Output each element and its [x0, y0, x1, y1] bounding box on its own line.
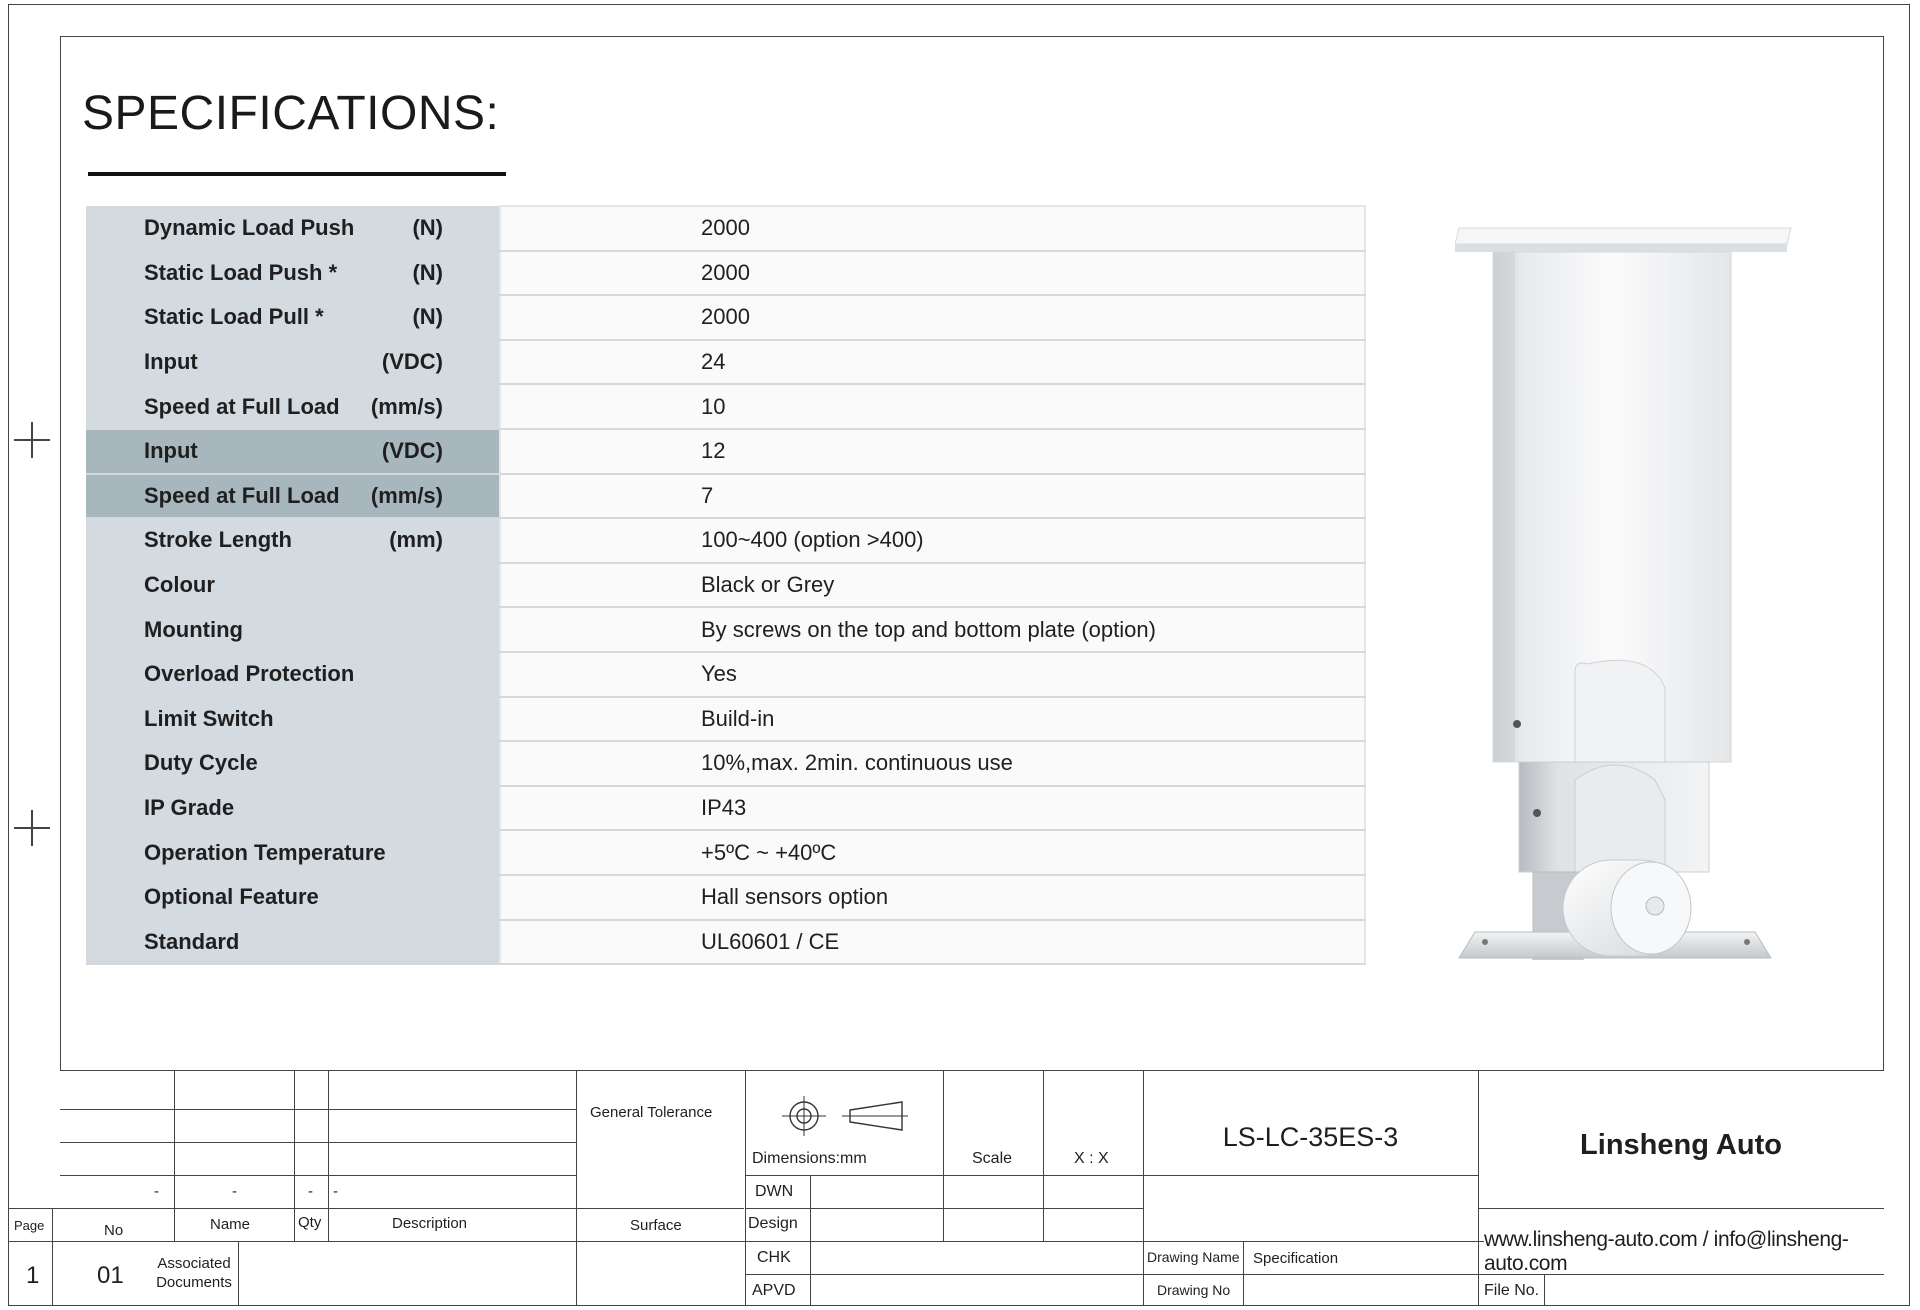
- spec-label-cell: [86, 741, 500, 786]
- spec-unit: (VDC): [381, 349, 443, 375]
- spec-value: 2000: [500, 295, 1365, 340]
- drawing-name-value: Specification: [1253, 1250, 1339, 1267]
- spec-label: Static Load Pull *: [144, 304, 324, 330]
- spec-label: Optional Feature: [144, 884, 319, 910]
- spec-label-cell: [86, 920, 500, 965]
- spec-label-cell: [86, 652, 500, 697]
- qty-label: Qty: [298, 1214, 322, 1231]
- spec-row: [86, 786, 1365, 831]
- spec-value: 12: [500, 429, 1365, 474]
- spec-label: Static Load Push *: [144, 259, 338, 285]
- spec-label: Input: [144, 438, 198, 464]
- spec-value: UL60601 / CE: [500, 920, 1365, 965]
- spec-value: IP43: [500, 786, 1365, 831]
- spec-row: [86, 697, 1365, 742]
- spec-row: [86, 741, 1365, 786]
- scale-value: X : X: [1074, 1150, 1109, 1167]
- page-title: SPECIFICATIONS:: [82, 87, 500, 140]
- spec-label-cell: [86, 429, 500, 474]
- spec-row: [86, 206, 1365, 251]
- spec-row: [86, 563, 1365, 608]
- spec-unit: (N): [412, 259, 443, 285]
- spec-value: Black or Grey: [500, 563, 1365, 608]
- dash-name: -: [232, 1183, 237, 1200]
- spec-unit: (N): [412, 304, 443, 330]
- title-underline: [88, 172, 506, 176]
- spec-label: Mounting: [144, 616, 243, 642]
- name-label: Name: [210, 1216, 251, 1233]
- scale-label: Scale: [972, 1150, 1013, 1167]
- spec-label-cell: [86, 563, 500, 608]
- spec-unit: (VDC): [381, 438, 443, 464]
- spec-value: 2000: [500, 251, 1365, 296]
- spec-value: 10%,max. 2min. continuous use: [500, 741, 1365, 786]
- company-name: Linsheng Auto: [1580, 1129, 1782, 1161]
- spec-label-cell: [86, 295, 500, 340]
- spec-value: 24: [500, 340, 1365, 385]
- spec-unit: (N): [412, 214, 443, 240]
- spec-row: [86, 875, 1365, 920]
- registration-mark-top: [14, 422, 50, 458]
- design-label: Design: [748, 1215, 798, 1232]
- file-no-label: File No.: [1484, 1282, 1540, 1299]
- spec-label: Input: [144, 349, 198, 375]
- dash-no: -: [154, 1183, 159, 1200]
- no-label: No: [104, 1222, 124, 1239]
- spec-row: [86, 429, 1365, 474]
- spec-value: 100~400 (option >400): [500, 518, 1365, 563]
- spec-label-cell: [86, 474, 500, 519]
- apvd-label: APVD: [752, 1282, 796, 1299]
- spec-label-cell: [86, 786, 500, 831]
- spec-value: Yes: [500, 652, 1365, 697]
- spec-unit: (mm/s): [370, 482, 443, 508]
- spec-label-cell: [86, 384, 500, 429]
- description-label: Description: [392, 1215, 468, 1232]
- dash-description: -: [333, 1183, 338, 1200]
- spec-label: Standard: [144, 928, 240, 954]
- spec-label: Colour: [144, 572, 215, 598]
- spec-value: +5ºC ~ +40ºC: [500, 830, 1365, 875]
- spec-unit: (mm/s): [370, 393, 443, 419]
- spec-row: [86, 920, 1365, 965]
- spec-label: Speed at Full Load: [144, 482, 340, 508]
- spec-label: Overload Protection: [144, 661, 355, 687]
- page-number: 1: [26, 1262, 40, 1289]
- dash-qty: -: [308, 1183, 313, 1200]
- spec-label-cell: [86, 830, 500, 875]
- company-website[interactable]: www.linsheng-auto.com / info@linsheng-auto.com: [1484, 1228, 1849, 1275]
- spec-label-cell: [86, 251, 500, 296]
- spec-label-cell: [86, 206, 500, 251]
- chk-label: CHK: [757, 1249, 791, 1266]
- surface-label: Surface: [630, 1217, 682, 1234]
- spec-value: 2000: [500, 206, 1365, 251]
- spec-row: [86, 830, 1365, 875]
- spec-value: 7: [500, 474, 1365, 519]
- spec-row: [86, 295, 1365, 340]
- spec-row: [86, 384, 1365, 429]
- model-number: LS-LC-35ES-3: [1222, 1122, 1399, 1152]
- document-number: 01: [97, 1262, 124, 1289]
- spec-label-cell: [86, 697, 500, 742]
- associated-documents: Associated Documents: [156, 1255, 232, 1291]
- spec-value: 10: [500, 384, 1365, 429]
- spec-table: [86, 205, 1366, 965]
- general-tolerance: General Tolerance: [590, 1104, 713, 1121]
- registration-mark-bottom: [14, 810, 50, 846]
- page-label: Page: [14, 1218, 45, 1233]
- spec-row: [86, 518, 1365, 563]
- spec-label: Duty Cycle: [144, 750, 258, 776]
- spec-label: Limit Switch: [144, 705, 274, 731]
- spec-label: Stroke Length: [144, 527, 292, 553]
- drawing-name-label: Drawing Name: [1147, 1249, 1240, 1265]
- spec-unit: (mm): [389, 527, 443, 553]
- spec-label-cell: [86, 518, 500, 563]
- spec-row: [86, 474, 1365, 519]
- spec-row: [86, 340, 1365, 385]
- spec-row: [86, 652, 1365, 697]
- spec-label: IP Grade: [144, 795, 235, 821]
- spec-label-cell: [86, 875, 500, 920]
- dimensions-unit: Dimensions:mm: [752, 1150, 867, 1167]
- drawing-no-label: Drawing No: [1157, 1282, 1231, 1298]
- spec-value: Hall sensors option: [500, 875, 1365, 920]
- spec-label-cell: [86, 340, 500, 385]
- spec-value: Build-in: [500, 697, 1365, 742]
- spec-row: [86, 251, 1365, 296]
- projection-symbol-icon: [780, 1094, 910, 1140]
- spec-label: Speed at Full Load: [144, 393, 340, 419]
- lifting-column-image: [1455, 220, 1805, 960]
- spec-row: [86, 607, 1365, 652]
- spec-label-cell: [86, 607, 500, 652]
- dwn-label: DWN: [755, 1183, 794, 1200]
- spec-label: Dynamic Load Push: [144, 214, 355, 240]
- spec-label: Operation Temperature: [144, 839, 386, 865]
- spec-value: By screws on the top and bottom plate (option): [500, 607, 1365, 652]
